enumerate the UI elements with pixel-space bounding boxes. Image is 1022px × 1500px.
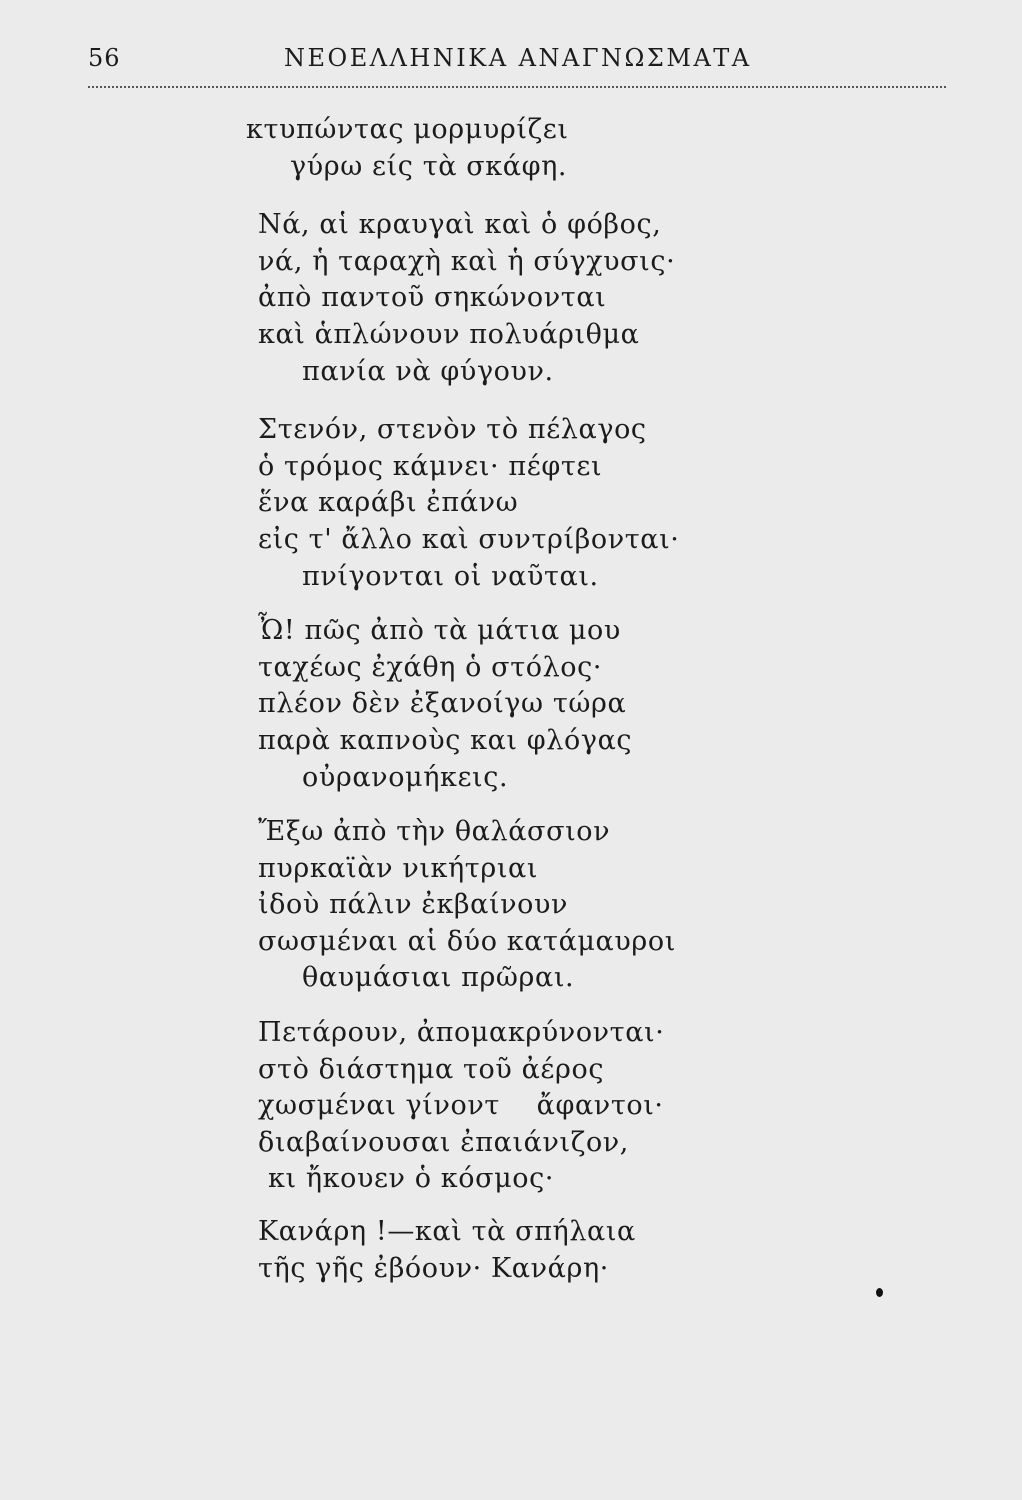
verse-line: Στενόν, στενὸν τὸ πέλαγος bbox=[258, 414, 647, 446]
verse-line: καὶ ἁπλώνουν πολυάριθμα bbox=[258, 318, 640, 350]
verse-line: εἰς τ' ἄλλο καὶ συντρίβονται· bbox=[258, 523, 680, 555]
verse-line: πανία νὰ φύγουν. bbox=[302, 355, 554, 387]
verse-line: κτυπώντας μορμυρίζει bbox=[246, 114, 569, 145]
verse-line: πυρκαϊὰν νικήτριαι bbox=[258, 852, 539, 884]
verse-line: Νά, αἱ κραυγαὶ καὶ ὁ φόβος, bbox=[258, 209, 662, 241]
header-rule bbox=[88, 86, 946, 88]
verse-line: Κανάρη !—καὶ τὰ σπήλαια bbox=[258, 1216, 636, 1248]
ink-speck bbox=[876, 1288, 883, 1297]
verse-line: τῆς γῆς ἐβόουν· Κανάρη· bbox=[258, 1252, 609, 1284]
verse-line: στὸ διάστημα τοῦ ἀέρος bbox=[258, 1053, 605, 1085]
stanza-5 bbox=[258, 814, 958, 997]
verse-line: οὐρανομήκεις. bbox=[302, 761, 509, 793]
verse-line: παρὰ καπνοὺς και φλόγας bbox=[258, 724, 633, 756]
page-number: 56 bbox=[88, 44, 121, 72]
verse-line: Ἔξω ἀπὸ τὴν θαλάσσιον bbox=[258, 816, 611, 848]
stanza-2 bbox=[258, 207, 958, 390]
verse-line: γύρω είς τὰ σκάφη. bbox=[290, 150, 568, 182]
verse-line: ἕνα καράβι ἐπάνω bbox=[258, 487, 519, 519]
verse-line: Πετάρουν, ἀπομακρύνονται· bbox=[258, 1017, 665, 1049]
running-title: ΝΕΟΕΛΛΗΝΙΚΑ ΑΝΑΓΝΩΣΜΑΤΑ bbox=[284, 44, 752, 72]
verse-line: Ὦ! πῶς ἀπὸ τὰ μάτια μου bbox=[258, 615, 621, 647]
verse-line: θαυμάσιαι πρῶραι. bbox=[302, 962, 575, 994]
page-header bbox=[88, 40, 948, 90]
stanza-4 bbox=[258, 613, 958, 796]
poem-body bbox=[246, 112, 958, 1301]
stanza-6 bbox=[258, 1015, 958, 1198]
verse-line: ταχέως ἐχάθη ὁ στόλος· bbox=[258, 651, 603, 683]
verse-line: ἀπὸ παντοῦ σηκώνονται bbox=[258, 282, 607, 314]
verse-line: πλέον δὲν ἐξανοίγω τώρα bbox=[258, 688, 627, 720]
verse-line: πνίγονται οἱ ναῦται. bbox=[302, 560, 599, 592]
stanza-7 bbox=[258, 1214, 958, 1287]
stanza-1 bbox=[246, 112, 958, 185]
verse-line: χωσμέναι γίνοντ ἄφαντοι· bbox=[258, 1090, 664, 1122]
verse-line: σωσμέναι αἱ δύο κατάμαυροι bbox=[258, 925, 676, 957]
verse-line: κι ἤκουεν ὁ κόσμος· bbox=[268, 1163, 555, 1195]
verse-line: διαβαίνουσαι ἐπαιάνιζον, bbox=[258, 1126, 629, 1158]
verse-line: ὁ τρόμος κάμνει· πέφτει bbox=[258, 450, 603, 482]
verse-line: νά, ἡ ταραχὴ καὶ ἡ σύγχυσις· bbox=[258, 245, 676, 277]
stanza-3 bbox=[258, 412, 958, 595]
verse-line: ἰδοὺ πάλιν ἐκβαίνουν bbox=[258, 889, 569, 921]
